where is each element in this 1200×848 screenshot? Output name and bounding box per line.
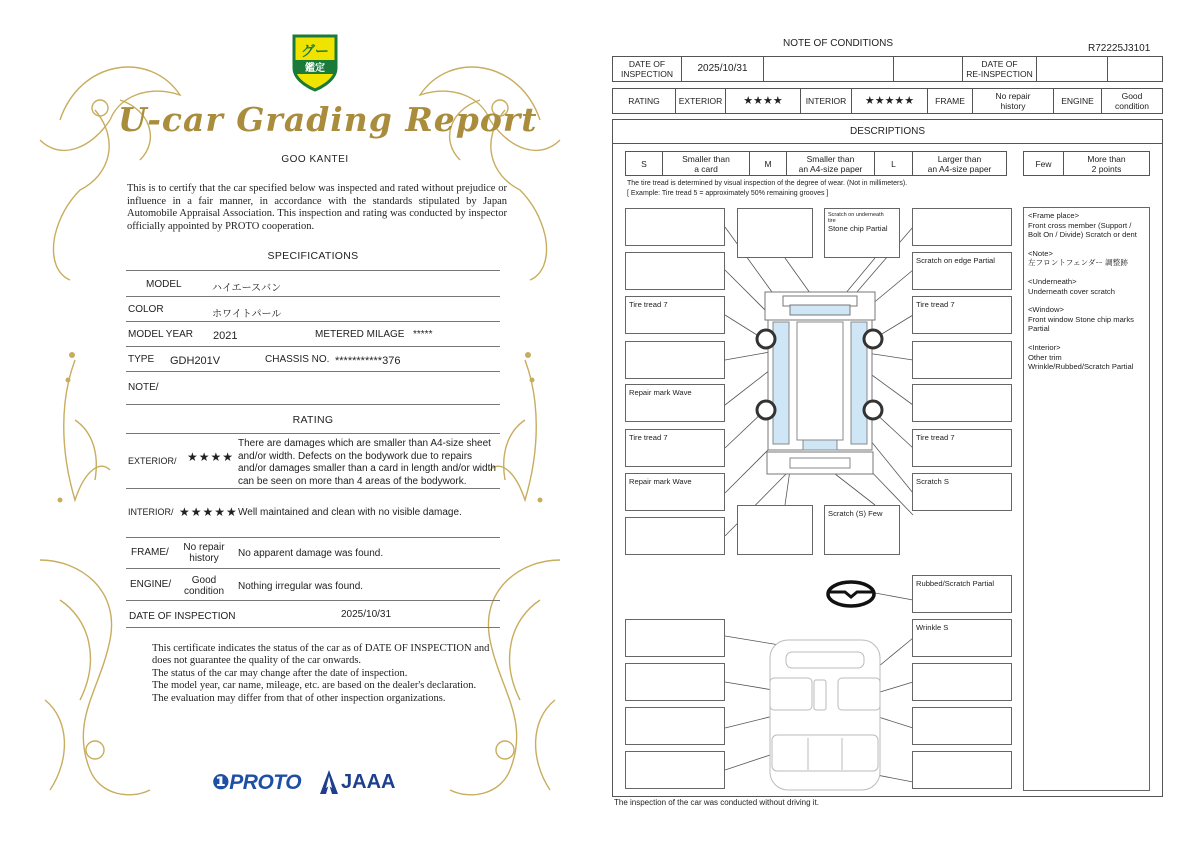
damage-slot: Rubbed/Scratch Partial (912, 575, 1012, 613)
note-underneath (1028, 277, 1145, 296)
color-value: ホワイトパール (212, 309, 282, 320)
damage-slot: Tire tread 7 (912, 429, 1012, 467)
tire-note-line-1: The tire tread is determined by visual inspection of the degree of wear. (Not in millimeters). (627, 180, 908, 187)
disclaimer-line: This certificate indicates the status of the car as of DATE OF INSPECTION and does not guarantee the quality of the car onwards. (152, 643, 490, 667)
exterior-label: EXTERIOR/ (128, 456, 177, 466)
notes-panel (1023, 207, 1150, 791)
label-line: DATE OF (628, 59, 666, 69)
note-body: Underneath cover scratch (1028, 286, 1115, 296)
slot-text: Stone chip Partial (828, 224, 888, 233)
note-heading: <Note> (1028, 248, 1053, 258)
interior-label: INTERIOR/ (128, 507, 174, 517)
damage-slot (912, 384, 1012, 422)
note-heading: <Frame place> (1028, 211, 1080, 220)
chassis-value: ***********376 (335, 355, 401, 367)
disclaimer-line: The status of the car may change after the date of inspection. (152, 667, 408, 679)
note-label: NOTE/ (128, 382, 159, 393)
note-frame-place (1028, 211, 1145, 240)
certification-text: This is to certify that the car specified below was inspected and rated without prejudice or influence in a fair manner, in accordance with the standards stipulated by Japan Automobile Appraisal Association. This inspection and rating was conducted by inspector officially appointed by PROTO cooperation. (127, 183, 507, 232)
type-label: TYPE (128, 354, 155, 365)
note-heading: <Underneath> (1028, 276, 1077, 286)
damage-slot (625, 663, 725, 701)
rating-label: RATING (613, 89, 676, 113)
report-title: U-car Grading Report (118, 100, 538, 139)
interior-label: INTERIOR (801, 89, 852, 113)
interior-stars: ★★★★★ (179, 505, 238, 519)
legend-line: Smaller than (806, 153, 855, 164)
note-interior (1028, 343, 1145, 372)
note-body: Front window Stone chip marks Partial (1028, 314, 1134, 334)
note-heading: <Interior> (1028, 342, 1061, 352)
damage-slot (625, 341, 725, 379)
note-heading: <Window> (1028, 305, 1064, 315)
legend-line: Smaller than (682, 153, 730, 164)
damage-slot (625, 751, 725, 789)
value-line: No repair (995, 91, 1031, 101)
footer-note: The inspection of the car was conducted without driving it. (614, 798, 819, 807)
legend-line: Larger than (937, 153, 982, 164)
engine-label: ENGINE (1054, 89, 1102, 113)
frame-value-line-1: No repair (183, 542, 225, 553)
damage-slot: Tire tread 7 (625, 296, 725, 334)
legend-l: L (875, 152, 913, 175)
metered-mileage-value: ***** (413, 329, 433, 340)
damage-slot (625, 707, 725, 745)
damage-slot (912, 751, 1012, 789)
exterior-label: EXTERIOR (676, 89, 726, 113)
document-id: R72225J3101 (1088, 43, 1151, 54)
damage-slot (737, 208, 813, 258)
car-interior-drawing (770, 640, 880, 790)
rating-heading: RATING (292, 414, 334, 426)
specifications-heading: SPECIFICATIONS (267, 250, 359, 262)
damage-slot: Repair mark Wave (625, 473, 725, 511)
damage-slot (824, 208, 900, 258)
engine-label: ENGINE/ (130, 579, 172, 590)
proto-logo: ❶PROTO (212, 771, 302, 794)
interior-description: Well maintained and clean with no visible damage. (238, 507, 462, 518)
color-label: COLOR (128, 304, 164, 315)
damage-slot (912, 341, 1012, 379)
engine-value-line-1: Good (191, 575, 217, 586)
steering-wheel-icon (828, 582, 874, 606)
jaaa-logo-text: JAAA (341, 770, 396, 793)
exterior-stars: ★★★★ (726, 89, 801, 113)
frame-label: FRAME (928, 89, 973, 113)
model-value: ハイエースバン (212, 283, 282, 294)
model-year-value: 2021 (213, 330, 238, 342)
frame-description: No apparent damage was found. (238, 548, 384, 559)
date-of-inspection-value: 2025/10/31 (341, 609, 392, 620)
slot-small-note: tire (828, 218, 836, 224)
tire-note-line-2: [ Example: Tire tread 5 = approximately 50% remaining grooves ] (627, 190, 829, 197)
damage-slot: Scratch on edge Partial (912, 252, 1012, 290)
legend-line: 2 points (1091, 163, 1122, 174)
note-body: 左フロントフェンダー 調整跡 (1028, 258, 1128, 268)
legend-m: M (750, 152, 787, 175)
exterior-description: There are damages which are smaller than A4-size sheet and/or width. Defects on the bodywork due to repairs and/or damages smaller than a card in length and/or width can be seen on more than 4 areas of the bodywork. (238, 438, 496, 487)
value-line: Good (1121, 91, 1143, 101)
chassis-label: CHASSIS NO. (265, 354, 330, 365)
damage-slot (625, 517, 725, 555)
slot-small-note: Scratch on underneath (828, 212, 884, 218)
date-inspection-value: 2025/10/31 (682, 57, 764, 81)
interior-stars: ★★★★★ (852, 89, 928, 113)
label-line: RE-INSPECTION (966, 69, 1033, 79)
note-body: Other trim Wrinkle/Rubbed/Scratch Partial (1028, 352, 1134, 372)
car-topview-drawing (757, 292, 882, 474)
damage-slot: Tire tread 7 (625, 429, 725, 467)
damage-slot: Scratch S (912, 473, 1012, 511)
legend-line: a card (694, 163, 718, 174)
value-line: history (1000, 101, 1026, 111)
damage-slot: Wrinkle S (912, 619, 1012, 657)
label-line: INSPECTION (621, 69, 673, 79)
engine-value-line-2: condition (183, 586, 225, 597)
model-label: MODEL (146, 279, 182, 290)
engine-description: Nothing irregular was found. (238, 581, 364, 592)
note-body: Front cross member (Support / Bolt On / Divide) Scratch or dent (1028, 220, 1137, 240)
legend-line: an A4-size paper (798, 163, 863, 174)
conditions-title: NOTE OF CONDITIONS (783, 38, 893, 49)
disclaimer-line: The model year, car name, mileage, etc. are based on the dealer's declaration. (152, 680, 477, 692)
model-year-label: MODEL YEAR (128, 329, 194, 340)
date-of-inspection-label: DATE OF INSPECTION (129, 611, 236, 622)
svg-text:グー: グー (301, 44, 329, 60)
legend-line: an A4-size paper (927, 163, 992, 174)
frame-value-line-2: history (189, 553, 219, 564)
label-line: DATE OF (981, 59, 1018, 69)
exterior-stars: ★★★★ (187, 450, 235, 464)
legend-s: S (626, 152, 663, 175)
legend-few: Few (1024, 152, 1064, 175)
note-general (1028, 249, 1145, 268)
descriptions-heading: DESCRIPTIONS (612, 119, 1163, 144)
damage-slot (625, 252, 725, 290)
frame-label: FRAME/ (131, 547, 169, 558)
report-subtitle: GOO KANTEI (281, 154, 349, 165)
damage-slot (737, 505, 813, 555)
metered-mileage-label: METERED MILAGE (315, 329, 405, 340)
damage-slot (912, 663, 1012, 701)
damage-slot (912, 707, 1012, 745)
svg-text:鑑定: 鑑定 (305, 63, 325, 74)
damage-slot (625, 619, 725, 657)
value-line: condition (1114, 101, 1150, 111)
legend-line: More than (1087, 153, 1126, 164)
proto-logo-text: PROTO (229, 771, 302, 794)
damage-slot: Scratch (S) Few (824, 505, 900, 555)
damage-slot (625, 208, 725, 246)
type-value: GDH201V (170, 355, 221, 367)
damage-slot: Repair mark Wave (625, 384, 725, 422)
note-window (1028, 305, 1145, 334)
disclaimer-line: The evaluation may differ from that of other inspection organizations. (152, 692, 446, 704)
damage-slot: Tire tread 7 (912, 296, 1012, 334)
damage-slot (912, 208, 1012, 246)
